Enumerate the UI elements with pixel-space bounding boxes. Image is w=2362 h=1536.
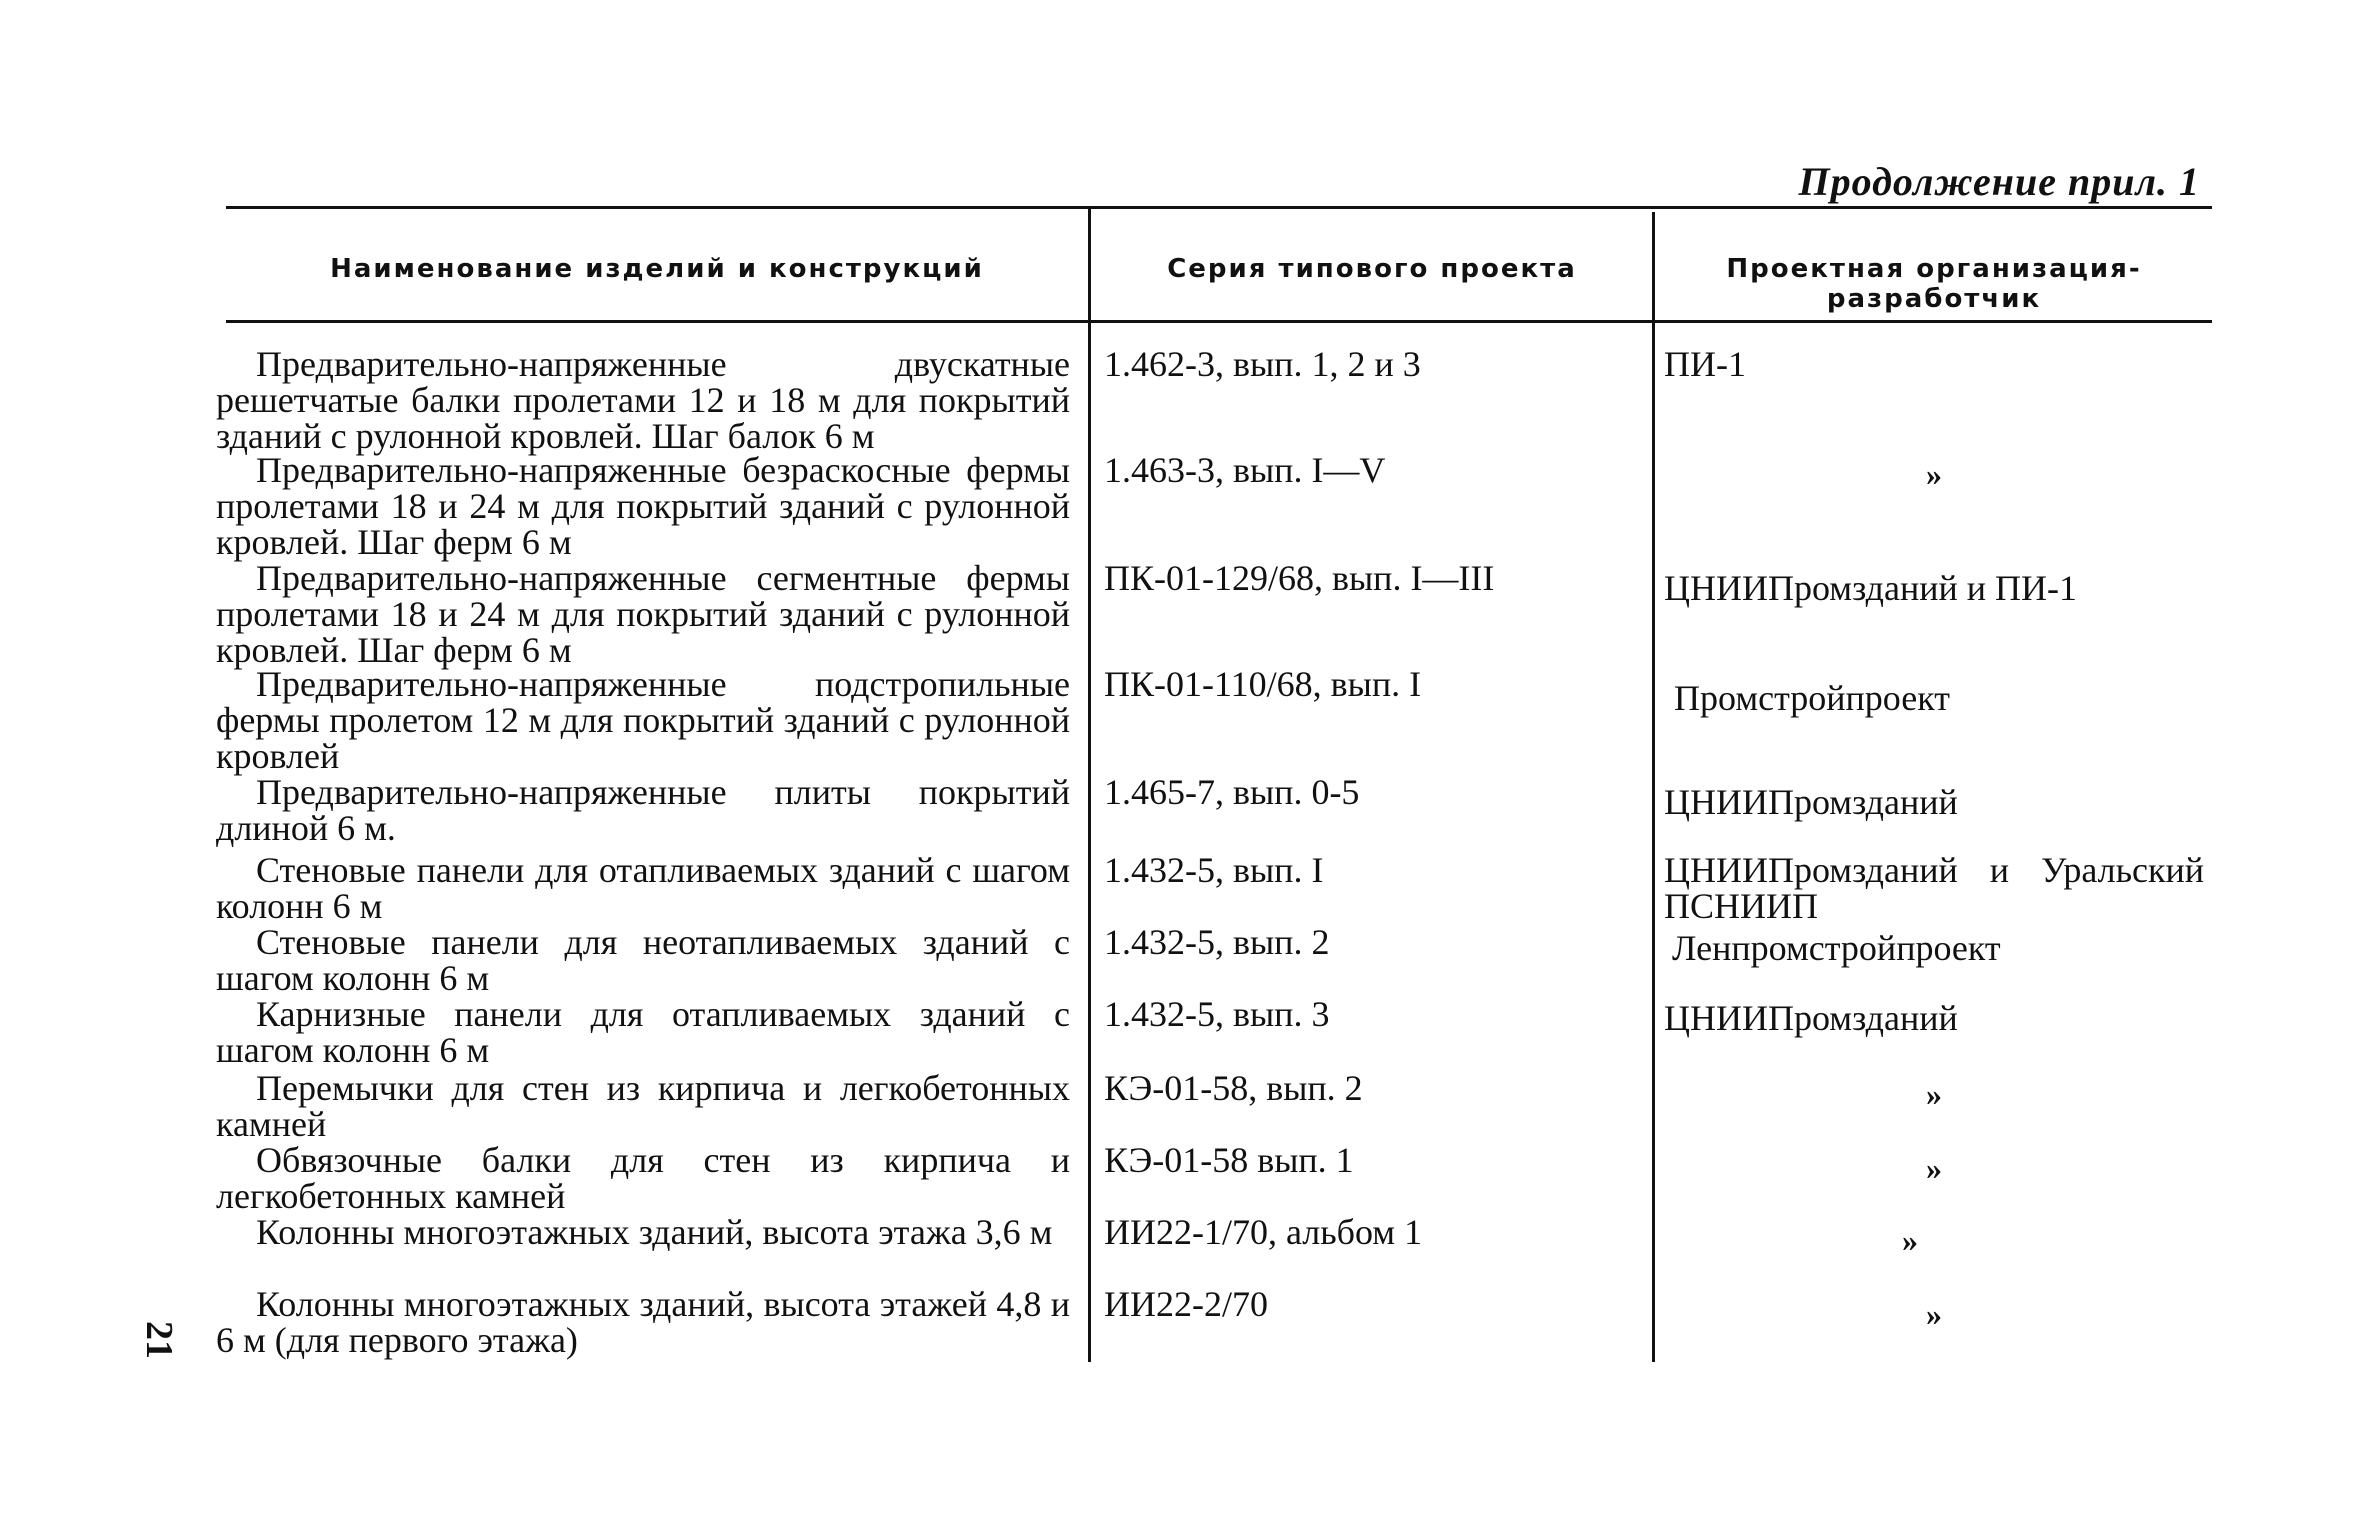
header-org: Проектная организация-разработчик <box>1726 254 2142 314</box>
row-org-ditto: » <box>1902 1222 1918 1258</box>
row-org-ditto: » <box>1926 456 1942 492</box>
row-name: Колонны многоэтажных зданий, высота этажей 4,8 и 6 м (для первого этажа) <box>216 1284 1070 1360</box>
row-series: 1.463-3, вып. I—V <box>1104 450 1386 490</box>
table-top-rule <box>226 206 2212 209</box>
row-org: ЦНИИПромзданий и ПИ-1 <box>1664 568 2077 608</box>
row-name: Стеновые панели для отапливаемых зданий с шагом колонн 6 м <box>216 850 1070 926</box>
column-divider-2 <box>1652 212 1655 1362</box>
row-name: Стеновые панели для неотапливаемых зданий с шагом колонн 6 м <box>216 922 1070 998</box>
page-number: 21 <box>138 1321 180 1359</box>
row-name: Предварительно-напряженные сегментные фермы пролетами 18 и 24 м для покрытий зданий с рулонной кровлей. Шаг ферм 6 м <box>216 558 1070 670</box>
row-series: 1.462-3, вып. 1, 2 и 3 <box>1104 344 1421 384</box>
row-org-ditto: » <box>1926 1150 1942 1186</box>
row-series: КЭ-01-58, вып. 2 <box>1104 1068 1363 1108</box>
table-header-rule <box>226 320 2212 323</box>
row-org-ditto: » <box>1926 1076 1942 1112</box>
row-name: Предварительно-напряженные двускатные решетчатые балки пролетами 12 и 18 м для покрытий зданий с рулонной кровлей. Шаг балок 6 м <box>216 344 1070 456</box>
row-series: 1.432-5, вып. 2 <box>1104 922 1330 962</box>
row-org: ЦНИИПромзданий и Уральский ПСНИИП <box>1664 850 2204 926</box>
row-name: Колонны многоэтажных зданий, высота этажа 3,6 м <box>256 1212 1053 1252</box>
continuation-label: Продолжение прил. 1 <box>1798 159 2200 204</box>
row-series: 1.432-5, вып. I <box>1104 850 1324 890</box>
row-org-ditto: » <box>1926 1296 1942 1332</box>
column-divider-1 <box>1088 206 1091 1362</box>
row-series: 1.432-5, вып. 3 <box>1104 994 1330 1034</box>
header-series: Серия типового проекта <box>1167 254 1577 284</box>
row-series: ИИ22-1/70, альбом 1 <box>1104 1212 1423 1252</box>
row-org: ЦНИИПромзданий <box>1664 782 1958 822</box>
row-org: ПИ-1 <box>1664 344 1746 384</box>
row-series: ИИ22-2/70 <box>1104 1284 1268 1324</box>
row-name: Предварительно-напряженные подстропильные фермы пролетом 12 м для покрытий зданий с рулонной кровлей <box>216 664 1070 776</box>
row-org: Ленпромстройпроект <box>1672 928 2001 968</box>
row-series: 1.465-7, вып. 0-5 <box>1104 772 1360 812</box>
row-name: Предварительно-напряженные безраскосные фермы пролетами 18 и 24 м для покрытий зданий с рулонной кровлей. Шаг ферм 6 м <box>216 450 1070 562</box>
row-series: ПК-01-129/68, вып. I—III <box>1104 558 1495 598</box>
row-series: КЭ-01-58 вып. 1 <box>1104 1140 1354 1180</box>
row-name: Обвязочные балки для стен из кирпича и легкобетонных камней <box>216 1140 1070 1216</box>
row-series: ПК-01-110/68, вып. I <box>1104 664 1422 704</box>
row-org: ЦНИИПромзданий <box>1664 998 1958 1038</box>
row-name: Предварительно-напряженные плиты покрытий длиной 6 м. <box>216 772 1070 848</box>
row-name: Перемычки для стен из кирпича и легкобетонных камней <box>216 1068 1070 1144</box>
row-name: Карнизные панели для отапливаемых зданий с шагом колонн 6 м <box>216 994 1070 1070</box>
header-name: Наименование изделий и конструкций <box>330 254 984 284</box>
row-org: Промстройпроект <box>1674 678 1950 718</box>
